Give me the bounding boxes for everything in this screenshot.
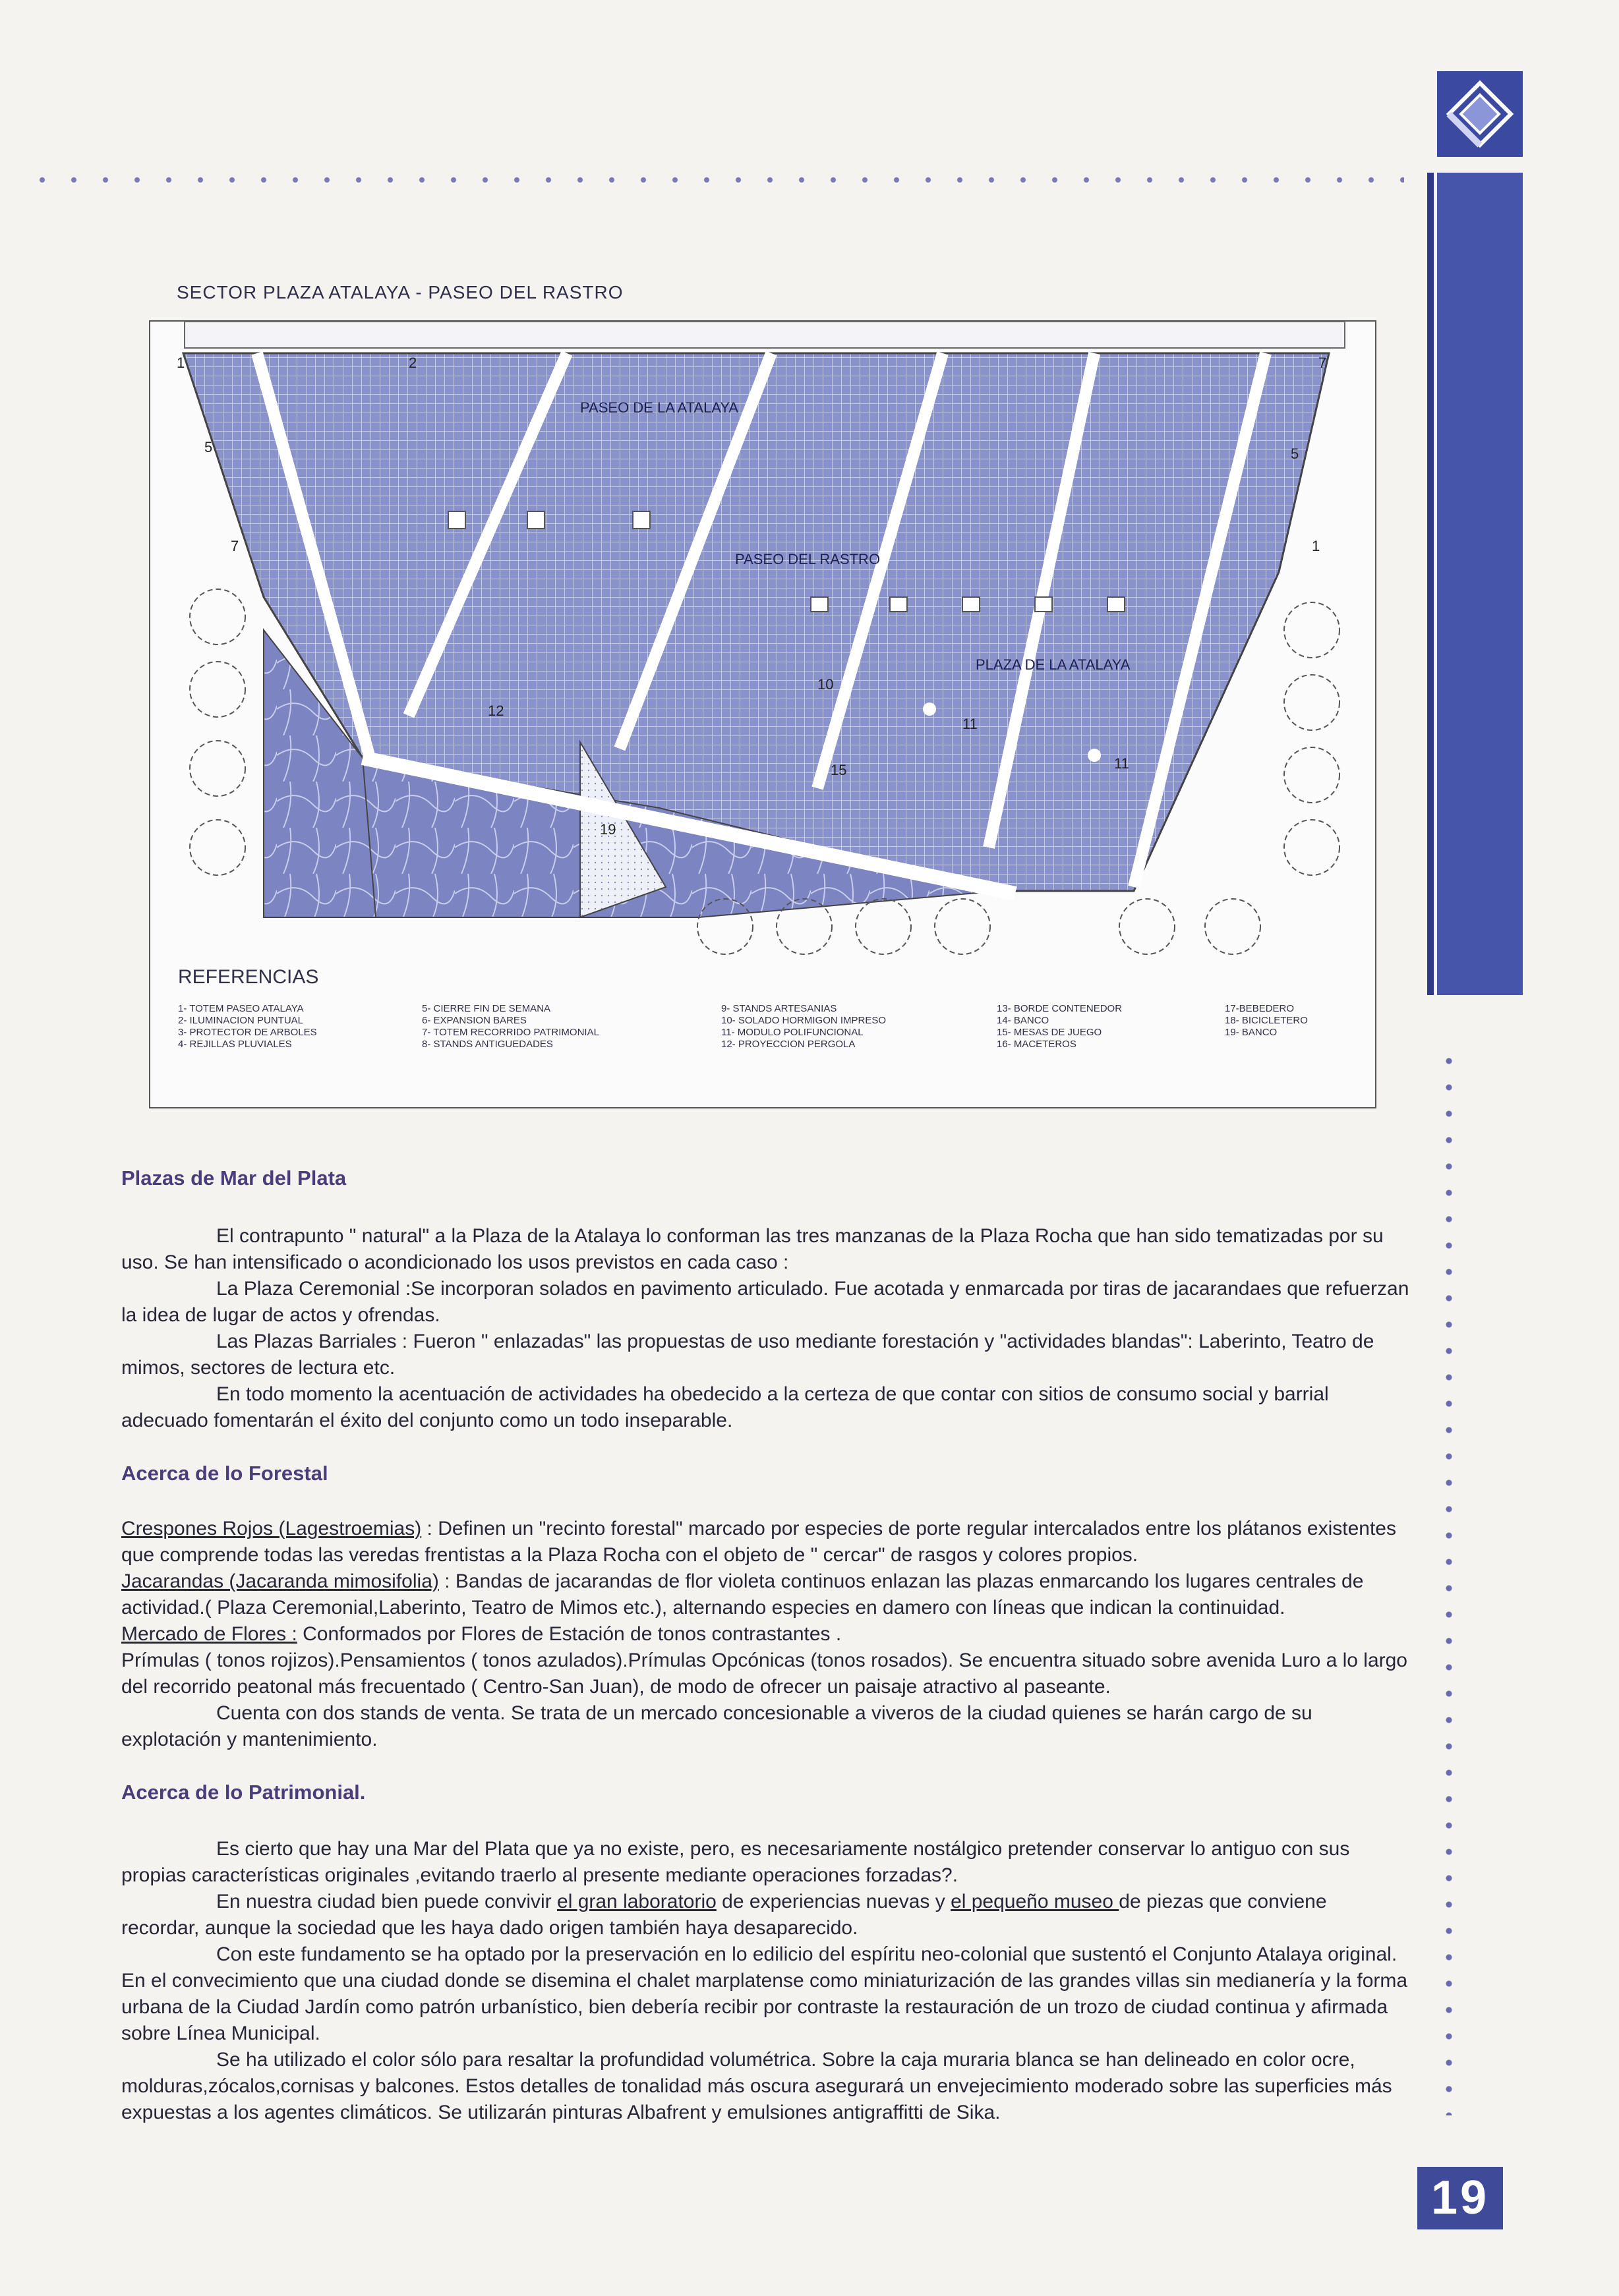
page-number: 19 [1430, 2171, 1490, 2224]
text-fragment: En nuestra ciudad bien puede convivir [216, 1891, 558, 1912]
text-fragment: de piezas que conviene recordar, aunque la sociedad que les haya dado origen también haya desaparecido. [121, 1891, 1327, 1939]
reference-item: 16- MACETEROS [997, 1039, 1076, 1050]
svg-text:11: 11 [1114, 755, 1129, 772]
logo-icon [1437, 71, 1523, 157]
text-fragment: de experiencias nuevas y [716, 1891, 951, 1912]
references-col-3 [721, 1003, 886, 1050]
reference-item: 3- PROTECTOR DE ARBOLES [178, 1027, 317, 1038]
paragraph-plazas-4: En todo momento la acentuación de actividades ha obedecido a la certeza de que contar con sitios de consumo social y barrial adecuado fomentarán el éxito del conjunto como un todo inseparable. [121, 1383, 1329, 1431]
reference-item: 10- SOLADO HORMIGON IMPRESO [721, 1015, 887, 1026]
svg-text:12: 12 [488, 703, 504, 719]
crespones-label: Crespones Rojos (Lagestroemias) [121, 1518, 422, 1539]
reference-item: 4- REJILLAS PLUVIALES [178, 1039, 292, 1050]
reference-item: 6- EXPANSION BARES [422, 1015, 527, 1026]
reference-item: 15- MESAS DE JUEGO [997, 1027, 1102, 1038]
paragraph-patrimonial-2 [121, 1889, 1410, 1941]
reference-item: 17-BEBEDERO [1225, 1003, 1295, 1014]
svg-text:5: 5 [204, 439, 213, 455]
svg-text:2: 2 [409, 355, 417, 371]
heading-forestal: Acerca de lo Forestal [121, 1462, 328, 1485]
label-paseo-rastro: PASEO DEL RASTRO [735, 551, 881, 567]
paragraph-patrimonial-4: Se ha utilizado el color sólo para resaltar la profundidad volumétrica. Sobre la caja muraria blanca se han delineado en color ocre, molduras,zócalos,cornisas y balcones. Estos detalles de tonalidad más oscura asegurará un envejecimiento moderado sobre las superficies más expuestas a los agentes climáticos. Se utilizarán pinturas Albafrent y emulsiones antigraffitti de Sika. [121, 2049, 1392, 2123]
svg-text:1: 1 [177, 355, 185, 371]
reference-item: 2- ILUMINACION PUNTUAL [178, 1015, 304, 1026]
plan-title: SECTOR PLAZA ATALAYA - PASEO DEL RASTRO [177, 282, 624, 302]
svg-text:11: 11 [962, 716, 978, 732]
paragraph-primulas: Prímulas ( tonos rojizos).Pensamientos ( tonos azulados).Prímulas Opcónicas (tonos rosados). Se encuentra situado sobre avenida Luro a lo largo del recorrido peatonal más frecuentado ( Centro-San Juan), de modo de ofrecer un paisaje atractivo al paseante. [121, 1650, 1407, 1698]
sidebar-edge [1427, 173, 1434, 995]
reference-item: 5- CIERRE FIN DE SEMANA [422, 1003, 551, 1014]
sidebar-dots [1445, 1048, 1453, 2115]
svg-text:5: 5 [1291, 445, 1299, 462]
link-pequeno-museo: el pequeño museo [951, 1891, 1119, 1912]
paragraph-mercado [121, 1621, 1410, 1648]
top-dotted-rule [26, 177, 1404, 183]
reference-item: 11- MODULO POLIFUNCIONAL [721, 1027, 864, 1038]
paragraph-jacarandas [121, 1568, 1410, 1621]
label-paseo-atalaya: PASEO DE LA ATALAYA [580, 399, 739, 416]
paragraph-plazas-2: La Plaza Ceremonial :Se incorporan solados en pavimento articulado. Fue acotada y enmarcada por tiras de jacarandaes que refuerzan la idea de lugar de actos y ofrendas. [121, 1278, 1409, 1326]
references-col-1 [178, 1003, 317, 1050]
jacarandas-label: Jacarandas (Jacaranda mimosifolia) [121, 1570, 439, 1592]
mercado-text: Conformados por Flores de Estación de tonos contrastantes . [297, 1623, 842, 1645]
reference-item: 7- TOTEM RECORRIDO PATRIMONIAL [422, 1027, 599, 1038]
paragraph-plazas-3: Las Plazas Barriales : Fueron " enlazadas" las propuestas de uso mediante forestación y "actividades blandas": Laberinto, Teatro de mimos, sectores de lectura etc. [121, 1331, 1374, 1379]
crespones-text: : Definen un "recinto forestal" marcado por especies de porte regular intercalados entre los plátanos existentes que comprende todas las veredas frentistas a la Plaza Rocha con el objeto de " cercar" de rasgos y colores propios. [121, 1518, 1396, 1566]
svg-text:15: 15 [831, 762, 847, 778]
svg-text:7: 7 [231, 538, 239, 554]
reference-item: 9- STANDS ARTESANIAS [721, 1003, 837, 1014]
svg-text:7: 7 [1318, 355, 1327, 371]
reference-item: 18- BICICLETERO [1225, 1015, 1308, 1026]
reference-item: 13- BORDE CONTENEDOR [997, 1003, 1123, 1014]
paragraph-crespones [121, 1516, 1410, 1568]
svg-text:19: 19 [600, 821, 616, 838]
references-col-4 [997, 1003, 1122, 1050]
svg-text:1: 1 [1312, 538, 1320, 554]
svg-text:10: 10 [817, 676, 834, 693]
paragraph-plazas-1: El contrapunto " natural" a la Plaza de la Atalaya lo conforman las tres manzanas de la Plaza Rocha que han sido tematizadas por su uso. Se han intensificado o acondicionado los usos previstos en cada caso : [121, 1225, 1384, 1273]
paragraph-patrimonial-3: Con este fundamento se ha optado por la preservación en lo edilicio del espíritu neo-colonial que sustentó el Conjunto Atalaya original. En el convecimiento que una ciudad donde se disemina el chalet marplatense como miniaturización de las grandes villas sin medianería y la forma urbana de la Ciudad Jardín como patrón urbanístico, bien debería recibir por contraste la restauración de un trozo de ciudad continua y afirmada sobre Línea Municipal. [121, 1943, 1408, 2044]
reference-item: 1- TOTEM PASEO ATALAYA [178, 1003, 304, 1014]
sidebar-bar [1437, 173, 1523, 995]
reference-item: 12- PROYECCION PERGOLA [721, 1039, 856, 1050]
paragraph-stands: Cuenta con dos stands de venta. Se trata de un mercado concesionable a viveros de la ciudad quienes se harán cargo de su explotación y mantenimiento. [121, 1702, 1312, 1750]
reference-item: 8- STANDS ANTIGUEDADES [422, 1039, 553, 1050]
reference-item: 19- BANCO [1225, 1027, 1278, 1038]
heading-patrimonial: Acerca de lo Patrimonial. [121, 1781, 366, 1804]
link-gran-laboratorio: el gran laboratorio [557, 1891, 717, 1912]
logo [1437, 71, 1523, 157]
mercado-label: Mercado de Flores : [121, 1623, 297, 1645]
label-plaza-atalaya: PLAZA DE LA ATALAYA [976, 656, 1131, 673]
heading-plazas: Plazas de Mar del Plata [121, 1166, 347, 1190]
references-title: REFERENCIAS [178, 966, 319, 988]
reference-item: 14- BANCO [997, 1015, 1049, 1026]
site-plan [158, 320, 1365, 966]
jacarandas-text: : Bandas de jacarandas de flor violeta continuos enlazan las plazas enmarcando los lugares centrales de actividad.( Plaza Ceremonial,Laberinto, Teatro de Mimos etc.), alternando especies en damero con líneas que indican la continuidad. [121, 1570, 1364, 1619]
paragraph-patrimonial-1: Es cierto que hay una Mar del Plata que ya no existe, pero, es necesariamente nostálgico pretender conservar lo antiguo con sus propias características originales ,evitando traerlo al presente mediante operaciones forzadas?. [121, 1838, 1350, 1886]
references-col-5 [1225, 1003, 1308, 1039]
references-col-2 [422, 1003, 599, 1050]
